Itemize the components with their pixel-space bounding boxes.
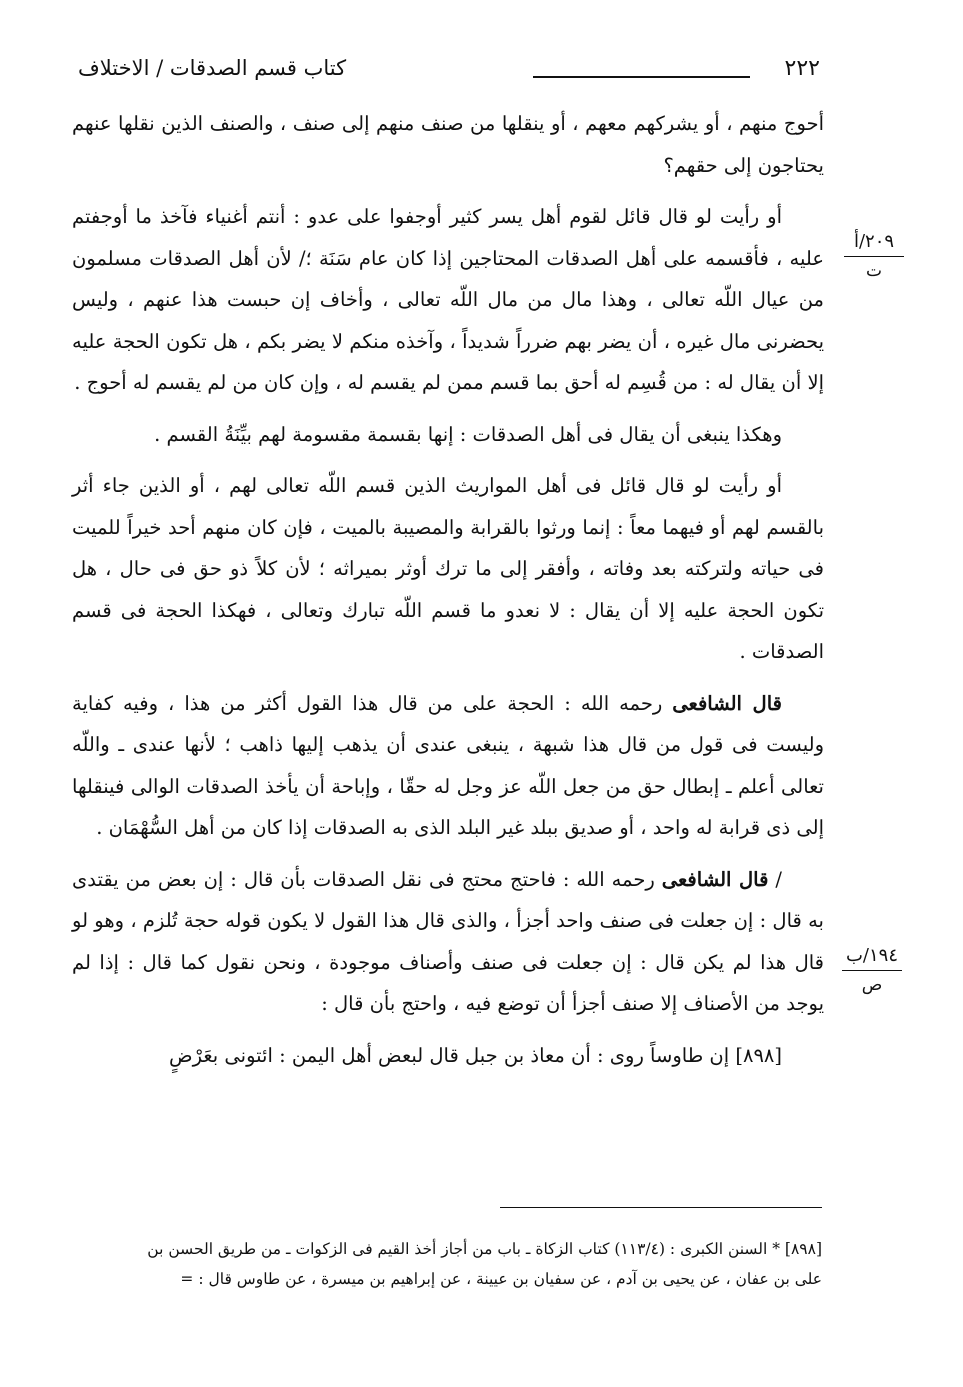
page-number: ٢٢٢ (784, 56, 820, 81)
running-title: كتاب قسم الصدقات / الاختلاف (78, 56, 347, 80)
paragraph-text: رحمه الله : فاحتج محتج فى نقل الصدقات بأن قال : إن بعض من يقتدى به قال : إن جعلت فى صنف واحد أجزأ ، والذى قال هذا القول لا يكون قوله حجة تُلزم ، وهو لو قال هذا لم يكن قال : إن جعلت فى صنف وأصناف موجودة ، ونحن نقول كما قال : إذا لم يوجد من الأصناف إلا صنف أجزأ أن توضع فيه ، واحتج بأن قال : (72, 867, 824, 1015)
footnote-line: [٨٩٨] * السنن الكبرى : (١١٣/٤) كتاب الزكاة ـ باب من أجاز أخذ القيم فى الزكوات ـ من طريق الحسن بن (147, 1240, 822, 1258)
speaker-name: قال الشافعى (661, 867, 769, 891)
footnote-rule (500, 1207, 822, 1208)
paragraph: أو رأيت لو قال قائل فى أهل المواريث الذين قسم اللّه تعالى لهم ، أو الذين جاء أثر بالقسم لهم أو فيهما معاً : إنما ورثوا بالقرابة والمصيبة بالميت ، فإن كان منهم أحد خيراً للميت فى حياته ولتركته بعد وفاته ، وأفقر إلى ما ترك أوثر بميراثه ؛ لأن كلاً ذو حق فى حال ، هل تكون الحجة عليه إلا أن يقال : لا نعدو ما قسم اللّه تبارك وتعالى ، فهكذا الحجة فى قسم الصدقات . (72, 474, 824, 663)
paragraph (72, 683, 824, 849)
page-header (78, 52, 820, 92)
footnote-line: على بن عفان ، عن يحيى بن آدم ، عن سفيان بن عيينة ، عن إبراهيم بن ميسرة ، عن طاوس قال : = (180, 1270, 822, 1288)
folio-marker: / (768, 867, 782, 891)
margin-note-rule (844, 256, 904, 257)
header-rule (533, 76, 750, 78)
paragraph-text: رحمه الله : الحجة على من قال هذا القول أكثر من هذا ، وفيه كفاية وليست فى قول من قال هذا شبهة ، ينبغى عندى أن يذهب إليها ذاهب ؛ لأنها عندى ـ واللّه تعالى أعلم ـ إبطال حق من جعل اللّه عز وجل له حقّا ، وإباحة أن يأخذ الصدقات الوالى فينقلها إلى ذى قرابة له واحد ، أو صديق ببلد غير البلد الذى به الصدقات إذا كان من أهل السُّهْمَان . (72, 691, 824, 839)
paragraph (72, 859, 824, 1025)
paragraph: [٨٩٨] إن طاوساً روى : أن معاذ بن جبل قال لبعض أهل اليمن : ائتونى بعَرْضٍ (169, 1043, 782, 1067)
paragraph: أحوج منهم ، أو يشركهم معهم ، أو ينقلها من صنف منهم إلى صنف ، والصنف الذين نقلها عنهم يحتاجون إلى حقهم؟ (72, 112, 824, 177)
margin-note-1 (838, 230, 910, 283)
paragraph: وهكذا ينبغى أن يقال فى أهل الصدقات : إنها بقسمة مقسومة لهم بيِّنَةُ القسم . (154, 422, 782, 446)
margin-note-side: ت (865, 261, 882, 281)
margin-note-side: ص (861, 975, 883, 995)
paragraph: أو رأيت لو قال قائل لقوم أهل يسر كثير أوجفوا على عدو : أنتم أغنياء فآخذ ما أوجفتم عليه ، فأقسمه على أهل الصدقات المحتاجين إذا كان عام سَنَة ؛/ لأن أهل الصدقات مسلمون من عيال اللّه تعالى ، وهذا مال من مال اللّه تعالى ، وأخاف إن حبست هذا عنهم ، وليس يحضرنى مال غيره ، أن يضر بهم ضرراً شديداً ، وآخذه منكم لا يضر بكم ، هل تكون الحجة عليه إلا أن يقال له : من قُسِم له أحق بما قسم ممن لم يقسم له ، وإن كان من لم يقسم له أحوج . (72, 205, 825, 394)
margin-note-2 (836, 944, 908, 997)
margin-note-ref: ٢٠٩/أ (853, 231, 895, 252)
margin-note-rule (842, 970, 902, 971)
margin-note-ref: ١٩٤/ب (845, 945, 899, 966)
body-text (72, 103, 824, 1076)
speaker-name: قال الشافعى (672, 691, 782, 715)
footnote (78, 1234, 822, 1294)
